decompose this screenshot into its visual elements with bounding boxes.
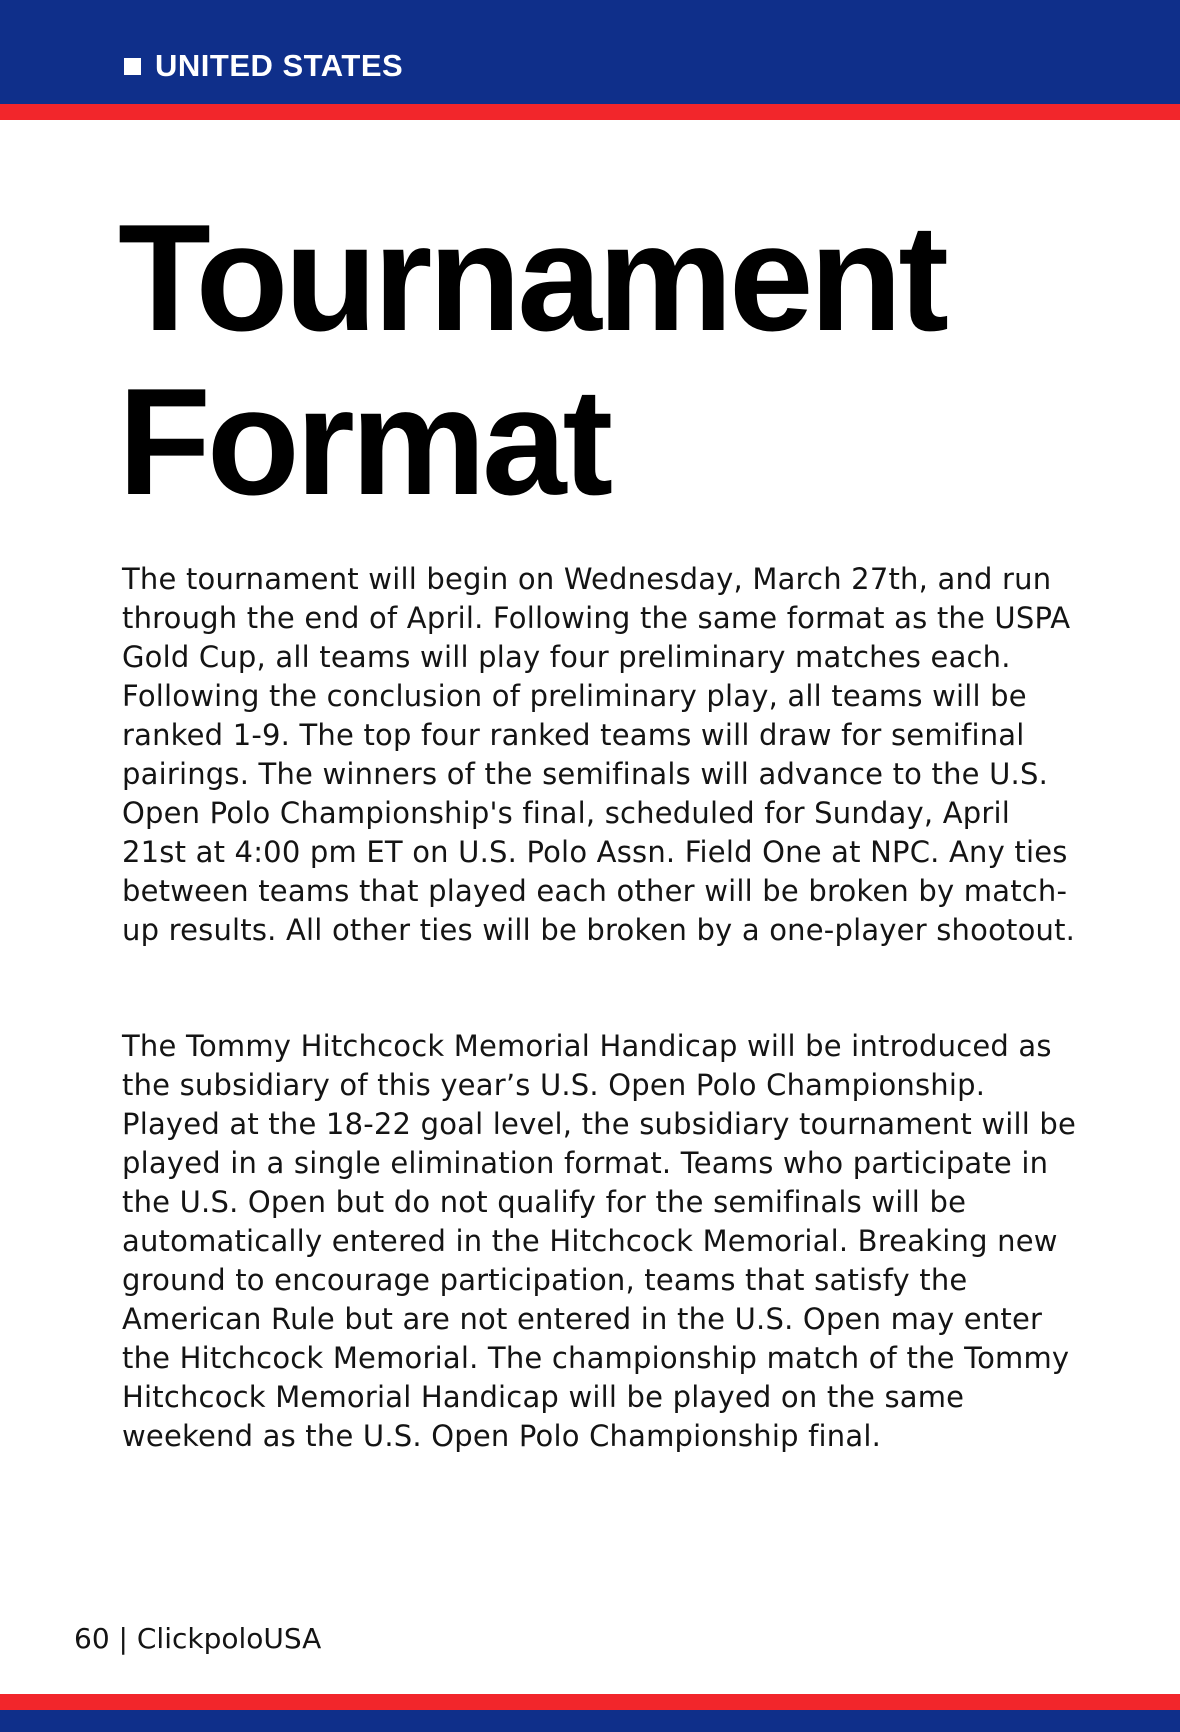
page-title-line-2: Format [118, 357, 610, 527]
footer-red-stripe [0, 1694, 1180, 1710]
section-label-text: UNITED STATES [155, 48, 404, 83]
page-footer: 60 | ClickpoloUSA [74, 1622, 322, 1655]
section-label [124, 48, 403, 84]
body-paragraph-1: The tournament will begin on Wednesday, March 27th, and run through the end of April. Following the same format as the USPA Gold Cup, all teams will play four preliminary matches each. Following the conclusion of preliminary play, all teams will be ranked 1-9. The top four ranked teams will draw for semifinal pairings. The winners of the semifinals will advance to the U.S. Open Polo Championship's final, scheduled for Sunday, April 21st at 4:00 pm ET on U.S. Polo Assn. Field One at NPC. Any ties between teams that played each other will be broken by match-up results. All other ties will be broken by a one-player shootout. [122, 562, 1076, 947]
header-red-stripe [0, 104, 1180, 120]
page-title [118, 193, 945, 527]
square-bullet-icon [124, 58, 141, 75]
footer-bar [0, 1710, 1180, 1732]
body-paragraph-2: The Tommy Hitchcock Memorial Handicap will be introduced as the subsidiary of this year’s U.S. Open Polo Championship. Played at the 18-22 goal level, the subsidiary tournament will be played in a single elimination format. Teams who participate in the U.S. Open but do not qualify for the semifinals will be automatically entered in the Hitchcock Memorial. Breaking new ground to encourage participation, teams that satisfy the American Rule but are not entered in the U.S. Open may enter the Hitchcock Memorial. The championship match of the Tommy Hitchcock Memorial Handicap will be played on the same weekend as the U.S. Open Polo Championship final. [122, 1029, 1077, 1453]
page-title-line-1: Tournament [118, 193, 945, 363]
